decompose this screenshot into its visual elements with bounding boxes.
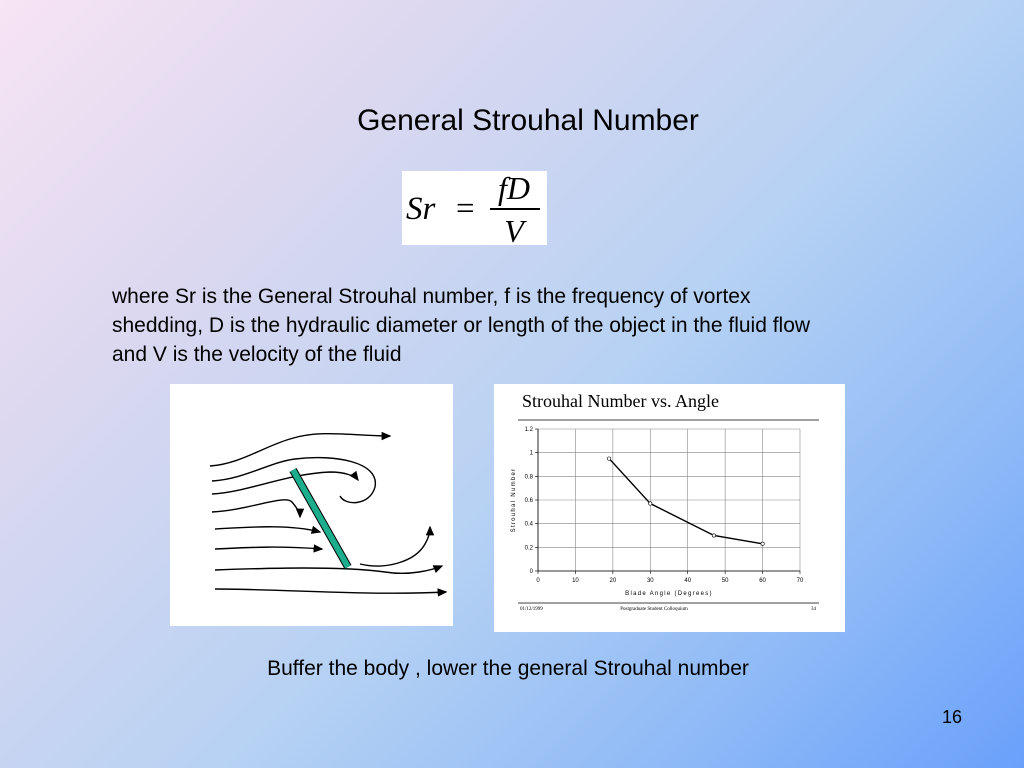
strouhal-angle-chart [494, 384, 845, 632]
streamline-8 [215, 566, 442, 573]
flat-plate [293, 470, 348, 567]
x-tick-label: 40 [684, 578, 692, 584]
streamline-7 [360, 527, 430, 566]
x-tick-label: 0 [536, 578, 540, 584]
x-tick-label: 60 [759, 578, 766, 584]
y-tick-label: 1 [529, 450, 533, 457]
streamline-5 [215, 527, 320, 532]
y-tick-label: 0.8 [524, 474, 533, 481]
y-tick-label: 1.2 [524, 427, 533, 433]
formula-numerator: fD [498, 171, 530, 206]
formula-equals: = [456, 191, 475, 227]
data-point [712, 534, 715, 537]
x-tick-label: 10 [572, 578, 579, 584]
footer-event: Postgraduate Student Colloquium [620, 607, 688, 612]
page-number: 16 [941, 707, 962, 727]
streamline-2 [212, 458, 375, 503]
description-text: where Sr is the General Strouhal number, f is the frequency of vortex shedding, D is the hydraulic diameter or length of the object in the fluid flow and V is the velocity of the fluid [112, 285, 811, 366]
chart-title: Strouhal Number vs. Angle [522, 391, 719, 411]
streamline-9 [215, 589, 446, 593]
x-tick-label: 50 [721, 578, 729, 584]
footer-date: 01/12/1999 [520, 607, 543, 612]
data-point [649, 502, 652, 505]
x-tick-label: 70 [796, 578, 804, 584]
y-tick-label: 0.6 [524, 498, 533, 504]
streamline-1 [210, 434, 390, 466]
vortex-flow-diagram [170, 384, 453, 626]
data-point [761, 542, 764, 545]
x-tick-label: 30 [646, 578, 654, 584]
series-line [609, 459, 762, 544]
formula-lhs: Sr [406, 191, 436, 227]
y-tick-label: 0.2 [524, 545, 533, 552]
formula-denominator: V [504, 213, 524, 245]
slide-caption: Buffer the body , lower the general Strouhal number [267, 657, 749, 680]
strouhal-formula [402, 171, 547, 245]
streamline-3 [212, 472, 358, 494]
streamline-6 [215, 547, 322, 549]
x-axis-label: Blade Angle (Degrees) [625, 591, 713, 597]
x-tick-label: 20 [609, 578, 617, 584]
data-point [607, 457, 610, 460]
y-tick-label: 0.4 [524, 521, 533, 528]
y-tick-label: 0 [529, 569, 533, 575]
slide-title: General Strouhal Number [357, 104, 699, 137]
footer-page: 34 [811, 607, 816, 612]
y-axis-label: Strouhal Number [511, 467, 517, 533]
streamline-4 [212, 500, 300, 517]
